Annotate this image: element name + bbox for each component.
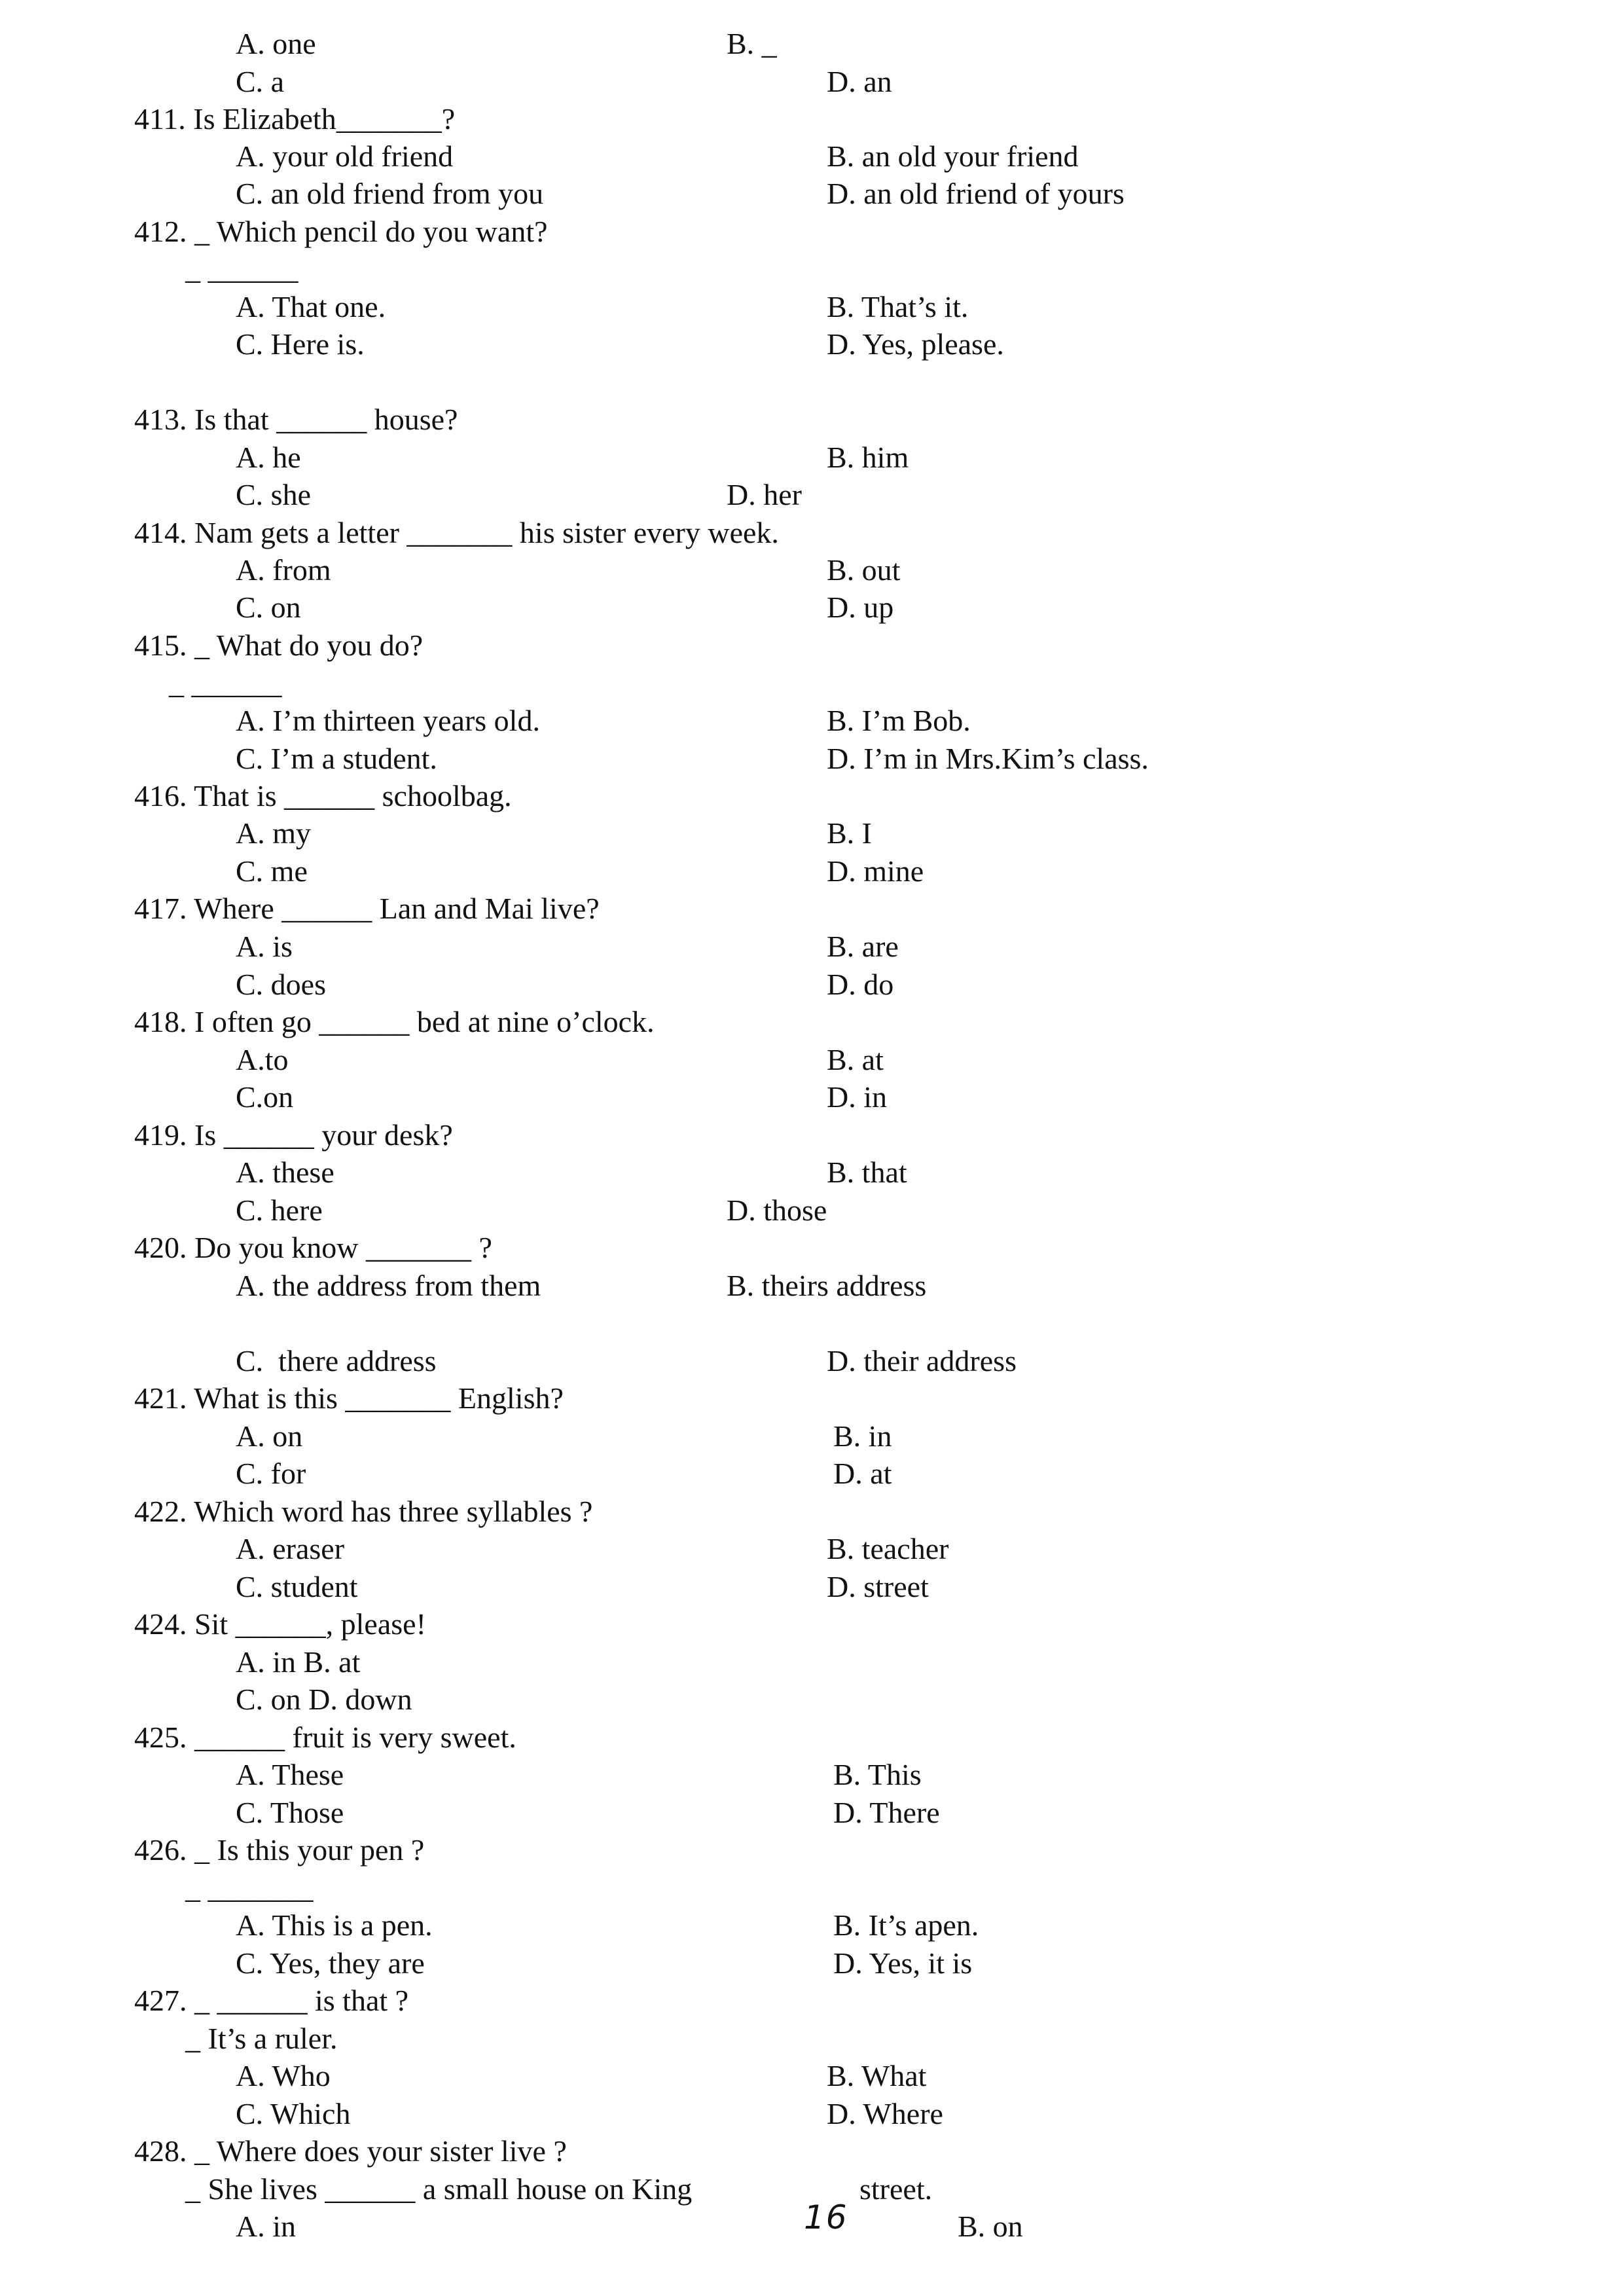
q412-response: _ ______ (185, 252, 298, 285)
q427-option-c: C. Which (236, 2097, 351, 2130)
q415-option-d: D. I’m in Mrs.Kim’s class. (827, 742, 1149, 775)
q425-stem: 425. ______ fruit is very sweet. (134, 1721, 516, 1754)
q427-stem: 427. _ ______ is that ? (134, 1984, 409, 2017)
q427-option-d: D. Where (827, 2097, 943, 2130)
q424-options-ab: A. in B. at (236, 1645, 361, 1679)
q412-option-c: C. Here is. (236, 327, 365, 361)
q419-option-b: B. that (827, 1156, 907, 1189)
q426-stem: 426. _ Is this your pen ? (134, 1833, 425, 1867)
q420-option-c: C. there address (236, 1344, 437, 1377)
q413-option-a: A. he (236, 441, 301, 474)
q413-option-c: C. she (236, 478, 311, 511)
q412-option-d: D. Yes, please. (827, 327, 1004, 361)
q420-stem: 420. Do you know _______ ? (134, 1231, 492, 1264)
q424-stem: 424. Sit ______, please! (134, 1607, 426, 1641)
q422-option-b: B. teacher (827, 1532, 949, 1565)
q415-option-a: A. I’m thirteen years old. (236, 704, 540, 737)
q411-option-c: C. an old friend from you (236, 177, 544, 210)
q426-option-c: C. Yes, they are (236, 1946, 425, 1980)
q417-option-b: B. are (827, 930, 899, 963)
q426-option-d: D. Yes, it is (833, 1946, 973, 1980)
q421-stem: 421. What is this _______ English? (134, 1381, 564, 1415)
q413-option-d: D. her (727, 478, 802, 511)
q415-option-b: B. I’m Bob. (827, 704, 971, 737)
q419-stem: 419. Is ______ your desk? (134, 1118, 453, 1152)
q416-option-c: C. me (236, 854, 308, 888)
q428-option-b: B. on (958, 2210, 1023, 2243)
page-number: 16 (804, 2198, 848, 2236)
q415-option-c: C. I’m a student. (236, 742, 437, 775)
q412-option-a: A. That one. (236, 290, 386, 323)
q411-option-b: B. an old your friend (827, 139, 1079, 173)
q418-option-c: C.on (236, 1080, 294, 1114)
q426-option-a: A. This is a pen. (236, 1908, 433, 1942)
q421-option-a: A. on (236, 1419, 303, 1453)
q417-option-d: D. do (827, 968, 894, 1001)
q410-option-a: A. one (236, 27, 316, 60)
q414-option-d: D. up (827, 591, 894, 624)
q418-option-d: D. in (827, 1080, 887, 1114)
q426-response: _ _______ (185, 1871, 314, 1904)
q424-options-cd: C. on D. down (236, 1683, 412, 1716)
q417-option-a: A. is (236, 930, 293, 963)
q426-option-b: B. It’s apen. (833, 1908, 979, 1942)
q425-option-d: D. There (833, 1796, 940, 1829)
q425-option-a: A. These (236, 1758, 344, 1791)
q415-stem: 415. _ What do you do? (134, 629, 424, 662)
q413-option-b: B. him (827, 441, 909, 474)
q425-option-c: C. Those (236, 1796, 344, 1829)
q422-stem: 422. Which word has three syllables ? (134, 1495, 593, 1528)
q422-option-c: C. student (236, 1570, 358, 1603)
q416-stem: 416. That is ______ schoolbag. (134, 779, 512, 812)
q428-response-end: street. (859, 2172, 933, 2206)
q420-option-a: A. the address from them (236, 1269, 541, 1302)
q410-option-c: C. a (236, 65, 285, 98)
q425-option-b: B. This (833, 1758, 922, 1791)
q414-option-c: C. on (236, 591, 301, 624)
q427-option-b: B. What (827, 2059, 927, 2092)
q412-option-b: B. That’s it. (827, 290, 969, 323)
q410-option-d: D. an (827, 65, 892, 98)
q411-option-a: A. your old friend (236, 139, 454, 173)
q414-option-a: A. from (236, 553, 331, 587)
q418-option-a: A.to (236, 1043, 289, 1076)
q422-option-d: D. street (827, 1570, 929, 1603)
q414-stem: 414. Nam gets a letter _______ his sister every week. (134, 516, 779, 549)
q417-option-c: C. does (236, 968, 326, 1001)
q421-option-c: C. for (236, 1457, 306, 1490)
q416-option-b: B. I (827, 816, 872, 850)
q419-option-c: C. here (236, 1194, 323, 1227)
q419-option-a: A. these (236, 1156, 334, 1189)
q411-stem: 411. Is Elizabeth_______? (134, 102, 456, 136)
q411-option-d: D. an old friend of yours (827, 177, 1125, 210)
q412-stem: 412. _ Which pencil do you want? (134, 215, 548, 248)
q419-option-d: D. those (727, 1194, 827, 1227)
q414-option-b: B. out (827, 553, 901, 587)
q416-option-a: A. my (236, 816, 311, 850)
q418-option-b: B. at (827, 1043, 884, 1076)
q428-option-a: A. in (236, 2210, 296, 2243)
q410-option-b: B. _ (727, 27, 777, 60)
q418-stem: 418. I often go ______ bed at nine o’clock. (134, 1005, 655, 1038)
q420-option-b: B. theirs address (727, 1269, 927, 1302)
q428-response: _ She lives ______ a small house on King (185, 2172, 693, 2206)
q428-stem: 428. _ Where does your sister live ? (134, 2134, 567, 2168)
q422-option-a: A. eraser (236, 1532, 345, 1565)
q413-stem: 413. Is that ______ house? (134, 403, 458, 436)
q417-stem: 417. Where ______ Lan and Mai live? (134, 892, 600, 925)
q415-response: _ ______ (169, 666, 282, 700)
q427-response: _ It’s a ruler. (185, 2022, 338, 2055)
q420-option-d: D. their address (827, 1344, 1017, 1377)
q421-option-d: D. at (833, 1457, 892, 1490)
q416-option-d: D. mine (827, 854, 924, 888)
q427-option-a: A. Who (236, 2059, 331, 2092)
q421-option-b: B. in (833, 1419, 892, 1453)
